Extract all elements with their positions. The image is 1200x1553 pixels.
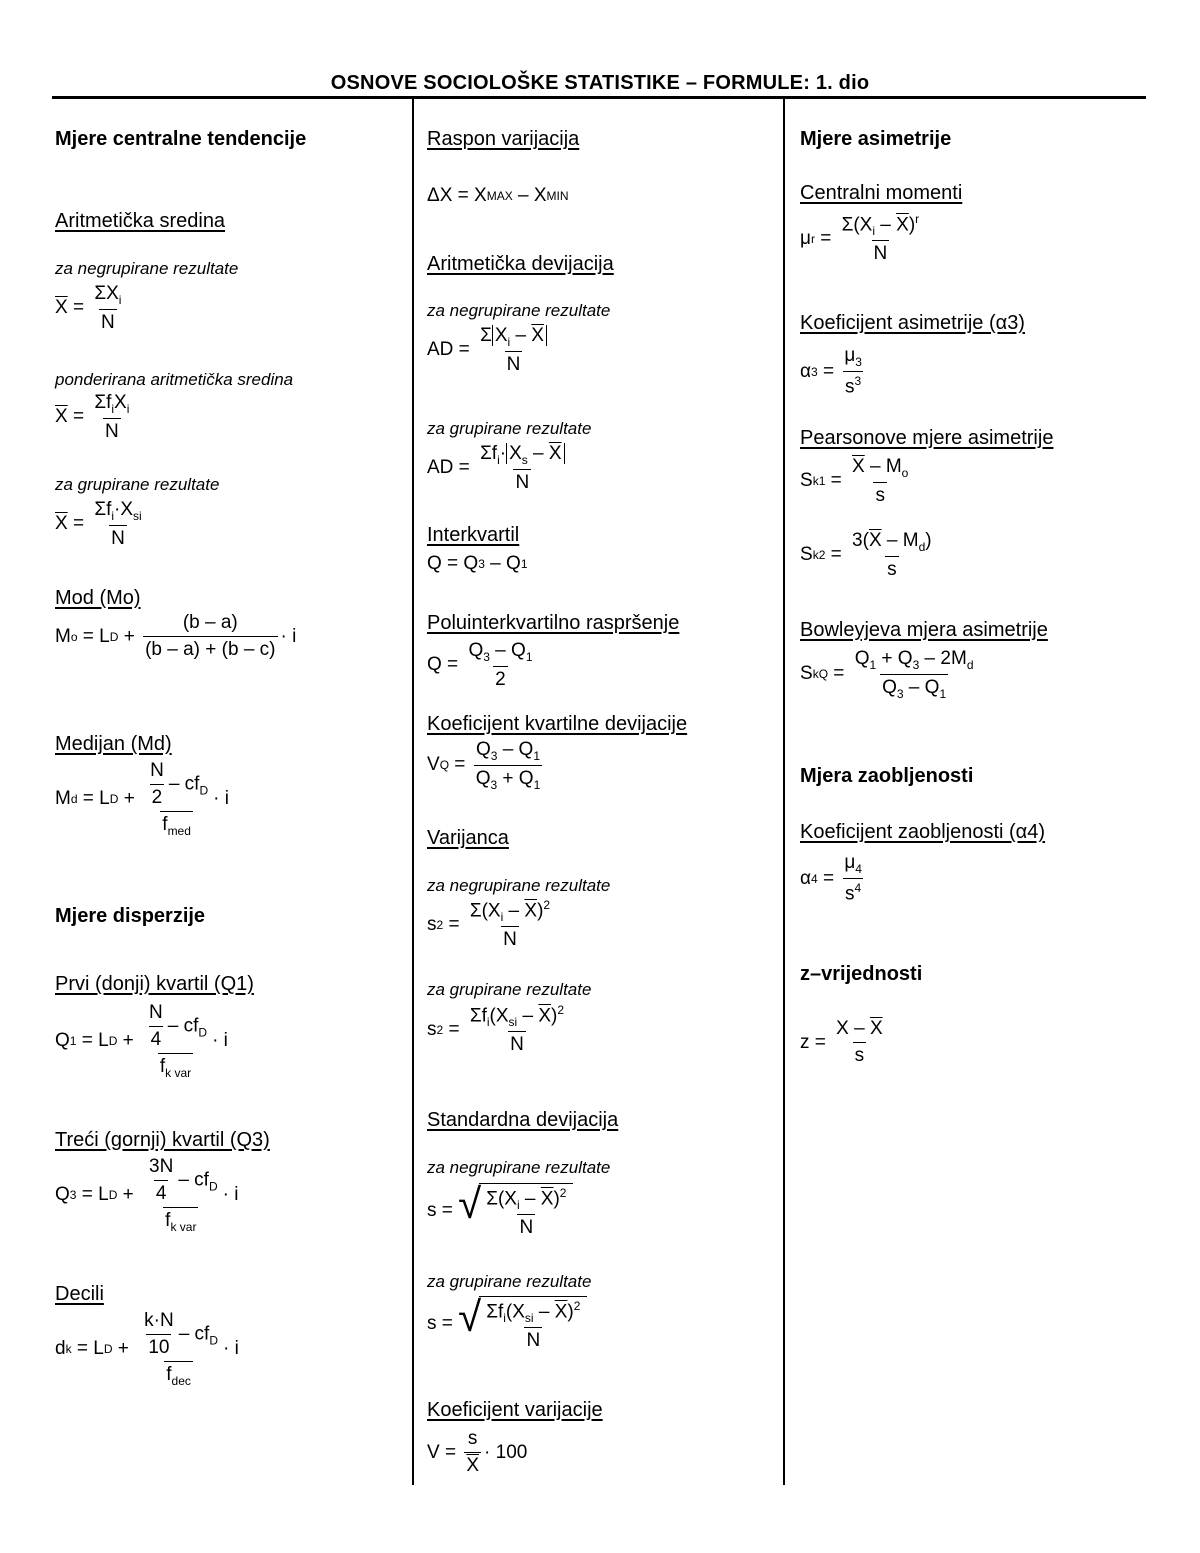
formula-mode: M o = L D + (b – a) (b – a) + (b – c) · i	[55, 612, 297, 660]
label-ungrouped-ad: za negrupirane rezultate	[427, 301, 611, 320]
heading-arithmetic-mean: Aritmetička sredina	[55, 210, 226, 232]
label-weighted: ponderirana aritmetička sredina	[55, 370, 294, 389]
heading-dispersion: Mjere disperzije	[55, 905, 206, 927]
column-divider-2	[783, 99, 785, 1485]
formula-coef-kurtosis: α 4 = $\mu_4$ $s^4$	[800, 852, 862, 905]
heading-pearson: Pearsonove mjere asimetrije	[800, 427, 1054, 449]
column-1	[55, 0, 405, 1553]
heading-mode: Mod (Mo)	[55, 587, 141, 609]
formula-range: ΔX = X MAX – X MIN	[427, 185, 569, 206]
formula-deciles: d k = L D + $\frac{k\cdot N}{10}$ – $cf_D$ $f_{dec}$ · i	[55, 1310, 239, 1388]
heading-deciles: Decili	[55, 1283, 104, 1305]
formula-ad-ungrouped: AD = Σ $X_i - \overline{X}$ N	[427, 325, 552, 376]
formula-bowley: S kQ = $Q_1 + Q_3 - 2M_d$ $Q_3 - Q_1$	[800, 648, 974, 701]
formula-sd-ungrouped: s = √ $\frac{\Sigma(X_i - \overline{X})^2}{N}$	[427, 1183, 573, 1239]
heading-variance: Varijanca	[427, 827, 509, 849]
formula-coef-variation: V = s $\overline{X}$ · 100	[427, 1428, 528, 1476]
formula-third-quartile: Q 3 = L D + $\frac{3N}{4}$ – $cf_D$ $f_{k var}$ · i	[55, 1156, 239, 1234]
heading-coef-kurtosis: Koeficijent zaobljenosti (α4)	[800, 821, 1046, 843]
heading-std-deviation: Standardna devijacija	[427, 1109, 619, 1131]
heading-bowley: Bowleyjeva mjera asimetrije	[800, 619, 1048, 641]
label-grouped-var: za grupirane rezultate	[427, 980, 592, 999]
formula-interquartile: Q = Q 3 – Q 1	[427, 553, 528, 574]
heading-third-quartile: Treći (gornji) kvartil (Q3)	[55, 1129, 270, 1151]
formula-first-quartile: Q 1 = L D + $\frac{N}{4}$ – $cf_D$ $f_{k var}$ · i	[55, 1002, 228, 1080]
formula-central-moments: μ r = $\Sigma(X_i - \overline{X})^r$ N	[800, 212, 920, 265]
formula-coef-asymmetry: α 3 = $\mu_3$ $s^3$	[800, 345, 862, 398]
heading-average-deviation: Aritmetička devijacija	[427, 253, 614, 275]
formula-pearson-2: S k2 = $3(\overline{X} - M_d)$ s	[800, 530, 932, 580]
formula-ad-grouped: AD = $\Sigma f_i\cdot X_s - \overline{X}$ N	[427, 443, 570, 494]
formula-variance-grouped: s 2 = $\Sigma f_i(X_{si} - \overline{X})^2$ N	[427, 1003, 565, 1056]
label-grouped-sd: za grupirane rezultate	[427, 1272, 592, 1291]
formula-sd-grouped: s = √ $\Sigma f_i(X_{si} - \overline{X})^2$ N	[427, 1296, 587, 1352]
heading-asymmetry: Mjere asimetrije	[800, 128, 952, 150]
column-divider-1	[412, 99, 414, 1485]
formula-quartile-deviation: V Q = $Q_3 - Q_1$ $Q_3 + Q_1$	[427, 739, 541, 792]
heading-coef-asymmetry: Koeficijent asimetrije (α3)	[800, 312, 1025, 334]
column-2	[427, 0, 777, 1553]
label-ungrouped: za negrupirane rezultate	[55, 259, 239, 278]
formula-mean-grouped: $\overline{X}$ = $\Sigma f_i\cdot X_{si}$ N	[55, 499, 142, 549]
heading-quartile-deviation: Koeficijent kvartilne devijacije	[427, 713, 688, 735]
heading-semi-interquartile: Poluinterkvartilno raspršenje	[427, 612, 680, 634]
formula-pearson-1: S k1 = $\overline{X} - M_o$ s	[800, 456, 909, 506]
column-3	[800, 0, 1145, 1553]
label-grouped-ad: za grupirane rezultate	[427, 419, 592, 438]
formula-semi-interquartile: Q = $Q_3 - Q_1$ 2	[427, 640, 533, 690]
heading-central-moments: Centralni momenti	[800, 182, 963, 204]
heading-first-quartile: Prvi (donji) kvartil (Q1)	[55, 973, 254, 995]
heading-kurtosis: Mjera zaobljenosti	[800, 765, 974, 787]
formula-median: M d = L D + $\frac{N}{2}$ – $cf_D$ $f_{med}$ · i	[55, 760, 229, 838]
page-title: OSNOVE SOCIOLOŠKE STATISTIKE – FORMULE: 1. dio	[330, 72, 870, 94]
formula-variance-ungrouped: s 2 = $\Sigma(X_i - \overline{X})^2$ N	[427, 898, 551, 951]
heading-z-values: z–vrijednosti	[800, 963, 923, 985]
formula-z-value: z = X – $\overline{X}$ s	[800, 1018, 883, 1066]
label-ungrouped-sd: za negrupirane rezultate	[427, 1158, 611, 1177]
formula-mean-ungrouped: $\overline{X}$ = $\Sigma X_i$ N	[55, 283, 122, 333]
label-ungrouped-var: za negrupirane rezultate	[427, 876, 611, 895]
heading-central-tendency: Mjere centralne tendencije	[55, 128, 307, 150]
heading-interquartile: Interkvartil	[427, 524, 520, 546]
heading-coef-variation: Koeficijent varijacije	[427, 1399, 603, 1421]
heading-median: Medijan (Md)	[55, 733, 172, 755]
formula-mean-weighted: $\overline{X}$ = $\Sigma f_iX_i$ N	[55, 392, 130, 442]
heading-range: Raspon varijacija	[427, 128, 580, 150]
label-grouped: za grupirane rezultate	[55, 475, 220, 494]
